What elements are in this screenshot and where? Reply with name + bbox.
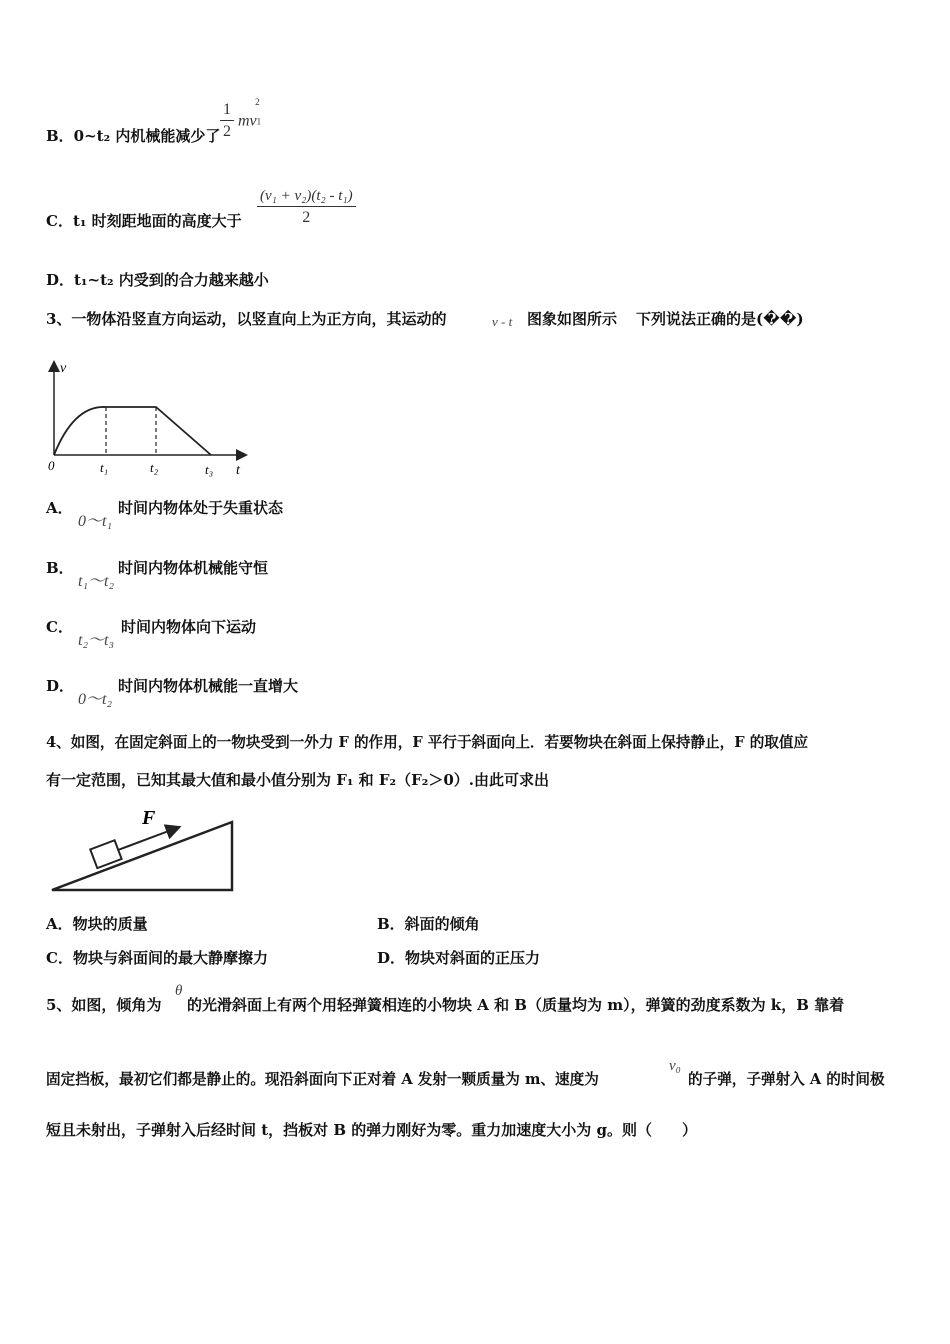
q3-stem bbox=[46, 309, 446, 329]
q2-option-d-text: D．t₁~t₂ 内受到的合力越来越小 bbox=[46, 271, 269, 289]
q2-option-b-text: B．0~t₂ 内机械能减少了 bbox=[46, 127, 221, 145]
q2-option-d bbox=[46, 270, 269, 290]
q4-incline-figure bbox=[44, 800, 239, 900]
q3-option-c-math: t₂～t₃ bbox=[78, 632, 115, 649]
q3-stem-part-b: 图象如图所示 bbox=[527, 310, 618, 328]
v-axis-label: v bbox=[60, 361, 67, 376]
option-letter: A． bbox=[46, 499, 73, 517]
incline-triangle bbox=[52, 822, 232, 890]
q3-stem-c bbox=[636, 309, 804, 329]
q5-line2-b: 的子弹，子弹射入 A 的时间极 bbox=[688, 1071, 885, 1088]
t-axis-label: t bbox=[236, 463, 240, 478]
q3-stem-part-a: 3、一物体沿竖直方向运动，以竖直向上为正方向，其运动的 bbox=[46, 310, 447, 328]
tick-t1: t₁ bbox=[100, 460, 109, 475]
q3-vt-symbol: v - t bbox=[492, 314, 513, 329]
q5-line1-a: 5、如图，倾角为 bbox=[46, 996, 162, 1014]
q3-vt-graph bbox=[44, 360, 254, 480]
q4-stem-line2: 有一定范围，已知其最大值和最小值分别为 F₁ 和 F₂（F₂＞0）.由此可求出 bbox=[46, 771, 549, 789]
q3-option-d-math: 0～t₂ bbox=[78, 691, 113, 708]
tick-t2: t₂ bbox=[150, 460, 159, 475]
q2-option-b bbox=[46, 126, 220, 146]
q3-stem-b bbox=[527, 309, 617, 329]
q2-option-b-formula: $\frac{1}{2}$ $mv1^2$ bbox=[220, 100, 266, 143]
q3-option-a-text: 时间内物体处于失重状态 bbox=[118, 499, 284, 517]
origin-label: 0 bbox=[48, 458, 55, 473]
q3-option-c bbox=[46, 617, 73, 637]
tick-t3: t₃ bbox=[205, 462, 214, 477]
q3-option-c-text: 时间内物体向下运动 bbox=[121, 618, 257, 636]
q3-option-d bbox=[46, 676, 74, 696]
q2-option-c-formula bbox=[257, 186, 356, 229]
option-letter: D． bbox=[46, 677, 75, 695]
formula-numerator: 1 bbox=[220, 100, 234, 121]
q4-option-c: C．物块与斜面间的最大静摩擦力 bbox=[46, 949, 268, 967]
q3-option-b-text: 时间内物体机械能守恒 bbox=[118, 559, 269, 577]
q4-stem-line1: 4、如图，在固定斜面上的一物块受到一外力 F 的作用，F 平行于斜面向上．若要物块在斜面上保持静止，F 的取值应 bbox=[46, 734, 809, 751]
block bbox=[90, 840, 121, 868]
vt-curve bbox=[54, 407, 211, 455]
formula-denominator: 2 bbox=[302, 209, 311, 226]
q4-option-d: D．物块对斜面的正压力 bbox=[377, 949, 541, 967]
q3-option-b-math: t₁～t₂ bbox=[78, 573, 115, 590]
formula-numerator: (v₁ + v₂)(t₂ - t₁) bbox=[257, 186, 356, 207]
q3-option-a-math: 0～t₁ bbox=[78, 513, 113, 530]
q3-option-a bbox=[46, 498, 73, 518]
formula-denominator: 2 bbox=[223, 123, 231, 140]
q5-line2-a: 固定挡板，最初它们都是静止的。现沿斜面向下正对着 A 发射一颗质量为 m、速度为 bbox=[46, 1071, 599, 1088]
q5-line1-b: 的光滑斜面上有两个用轻弹簧相连的小物块 A 和 B（质量均为 m），弹簧的劲度系数为 k，B 靠着 bbox=[187, 996, 845, 1014]
q3-stem-part-d: (��) bbox=[756, 310, 804, 328]
q2-option-c-text: C．t₁ 时刻距地面的高度大于 bbox=[46, 212, 242, 230]
q4-option-a: A．物块的质量 bbox=[46, 915, 148, 933]
formula-tail: mv bbox=[238, 112, 257, 130]
q3-option-d-text: 时间内物体机械能一直增大 bbox=[118, 677, 299, 695]
q5-v0: v₀ bbox=[669, 1058, 681, 1074]
q4-option-b: B．斜面的倾角 bbox=[377, 915, 480, 933]
force-label: F bbox=[142, 807, 156, 829]
q3-stem-part-c: 下列说法正确的是 bbox=[636, 310, 757, 328]
q5-line3: 短且未射出，子弹射入后经时间 t，挡板对 B 的弹力刚好为零。重力加速度大小为 g。则（ ） bbox=[46, 1121, 697, 1139]
option-letter: C． bbox=[46, 618, 73, 636]
q3-option-b bbox=[46, 558, 74, 578]
option-letter: B． bbox=[46, 559, 74, 577]
q5-theta: θ bbox=[175, 983, 183, 999]
q2-option-c bbox=[46, 211, 242, 231]
